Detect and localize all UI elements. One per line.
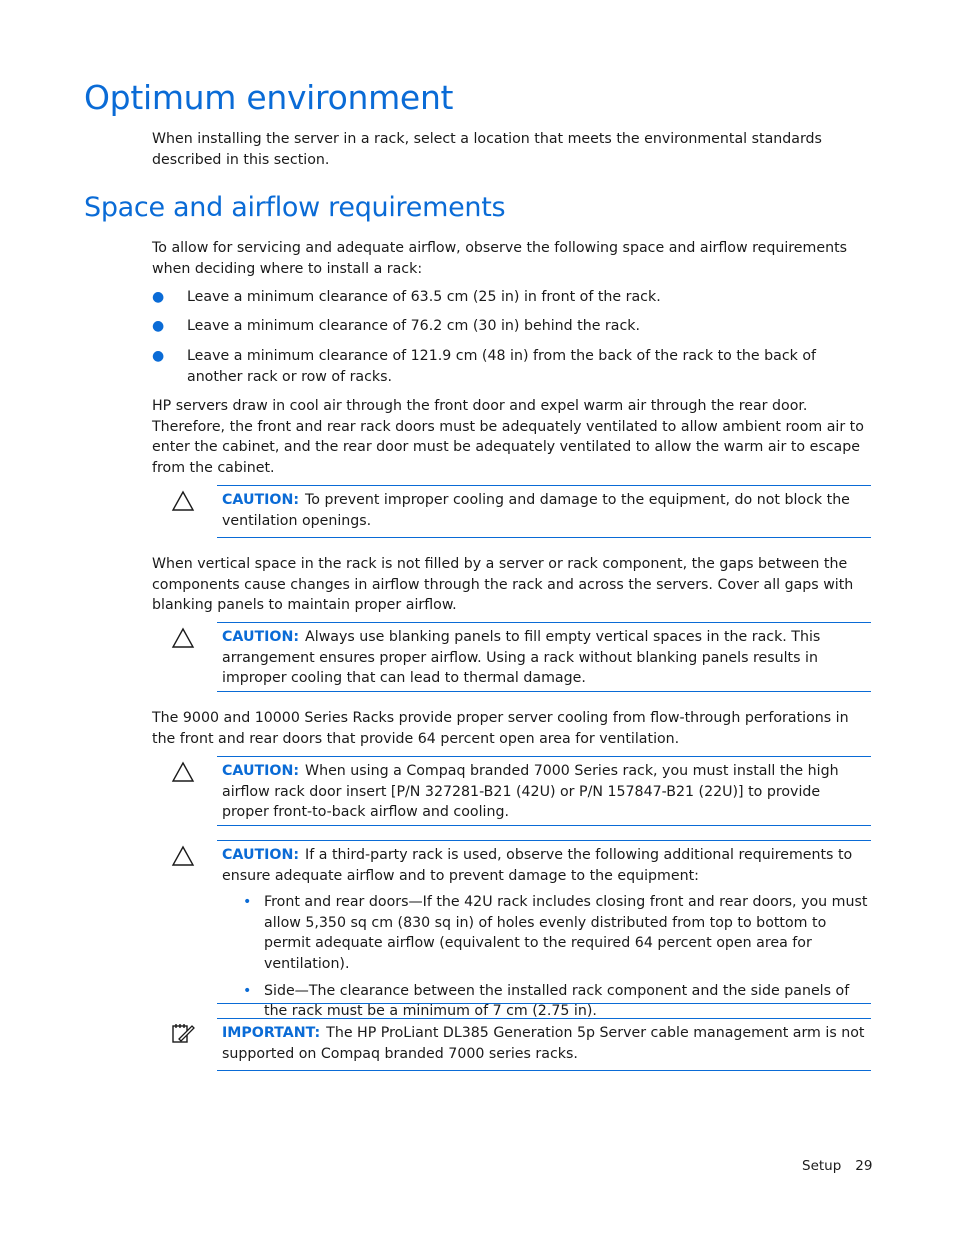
blanking-paragraph: When vertical space in the rack is not filled by a server or rack component, the gaps between the components cause changes in airflow through the rack and across the servers. Cover all gaps with blanking panels to maintain proper airflow. — [152, 556, 854, 614]
caution-text: Always use blanking panels to fill empty vertical spaces in the rack. This arrangement ensures proper airflow. Using a rack without blanking panels results in improper cooling that can lead to thermal damage. — [222, 629, 821, 687]
caution-label: CAUTION: — [222, 763, 300, 779]
list-item-text: Front and rear doors—If the 42U rack includes closing front and rear doors, you must allow 5,350 sq cm (830 sq in) of holes evenly distributed from top to bottom to permit adequate airflow (equivalent to the required 64 percent open area for ventilation). — [264, 894, 868, 972]
section-title: Space and airflow requirements — [84, 192, 506, 223]
caution-icon — [170, 760, 196, 784]
caution-label: CAUTION: — [222, 492, 300, 508]
caution-label: CAUTION: — [222, 629, 300, 645]
important-label: IMPORTANT: — [222, 1025, 321, 1041]
bullet-icon: ● — [152, 318, 165, 334]
caution-note — [217, 840, 871, 1020]
intro-paragraph: When installing the server in a rack, select a location that meets the environmental standards described in this section. — [152, 131, 822, 168]
caution-note — [217, 485, 871, 538]
caution-icon — [170, 844, 196, 868]
footer-section: Setup — [802, 1158, 842, 1174]
caution-text: To prevent improper cooling and damage to the equipment, do not block the ventilation openings. — [222, 492, 850, 529]
list-item — [243, 981, 870, 1022]
caution-text: When using a Compaq branded 7000 Series rack, you must install the high airflow rack door insert [P/N 327281-B21 (42U) or P/N 157847-B21 (22U)] to provide proper front-to-back airflow and cooling. — [222, 763, 839, 821]
caution-note — [217, 756, 871, 826]
caution-icon — [170, 626, 196, 650]
list-item-text: Side—The clearance between the installed rack component and the side panels of the rack must be a minimum of 7 cm (2.75 in). — [264, 982, 850, 1020]
page-footer — [802, 1158, 872, 1174]
list-item — [243, 892, 870, 974]
list-item-text: Leave a minimum clearance of 121.9 cm (48 in) from the back of the rack to the back of another rack or row of racks. — [187, 348, 817, 385]
airflow-paragraph: HP servers draw in cool air through the front door and expel warm air through the rear door. Therefore, the front and rear rack doors must be adequately ventilated to allow ambient room air to enter the cabinet, and the rear door must be adequately ventilated to allow the warm air to escape from the cabinet. — [152, 398, 864, 476]
page-number: 29 — [855, 1158, 873, 1174]
caution-note — [217, 622, 871, 692]
caution-text: If a third-party rack is used, observe the following additional requirements to ensure adequate airflow and to prevent damage to the equipment: — [222, 847, 853, 884]
list-item-text: Leave a minimum clearance of 63.5 cm (25 in) in front of the rack. — [187, 289, 661, 305]
requirements-intro: To allow for servicing and adequate airflow, observe the following space and airflow requirements when deciding where to install a rack: — [152, 240, 848, 277]
important-note — [217, 1018, 871, 1071]
important-note-icon — [170, 1021, 196, 1045]
caution-label: CAUTION: — [222, 847, 300, 863]
bullet-icon: ● — [152, 289, 165, 305]
list-item-text: Leave a minimum clearance of 76.2 cm (30 in) behind the rack. — [187, 318, 640, 334]
bullet-icon: • — [243, 982, 252, 999]
bullet-icon: • — [243, 894, 252, 911]
series-racks-paragraph: The 9000 and 10000 Series Racks provide proper server cooling from flow-through perforations in the front and rear doors that provide 64 percent open area for ventilation. — [152, 710, 849, 747]
important-text: The HP ProLiant DL385 Generation 5p Server cable management arm is not supported on Compaq branded 7000 series racks. — [222, 1025, 865, 1062]
bullet-icon: ● — [152, 348, 165, 364]
page-title: Optimum environment — [84, 78, 454, 117]
caution-icon — [170, 489, 196, 513]
